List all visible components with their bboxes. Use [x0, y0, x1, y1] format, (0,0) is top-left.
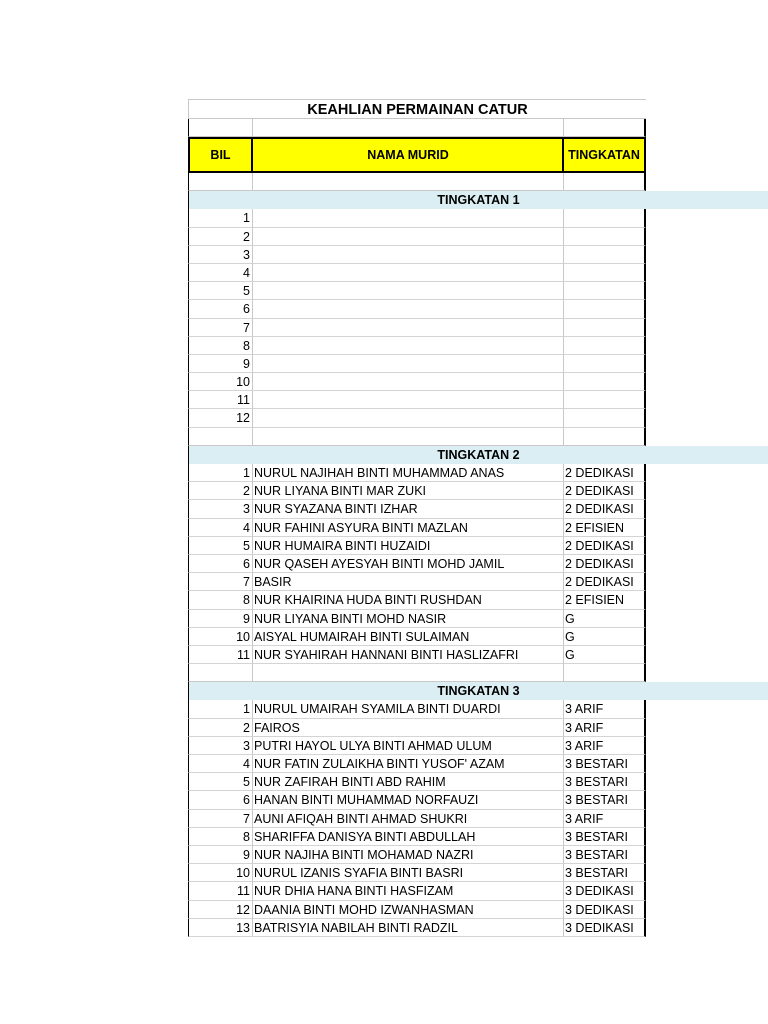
table-row	[188, 355, 768, 373]
student-class[interactable]: 2 DEDIKASI	[564, 500, 646, 518]
table-row	[188, 591, 768, 609]
table-row	[188, 646, 768, 664]
sheet-title: KEAHLIAN PERMAINAN CATUR	[188, 99, 646, 119]
empty-cell[interactable]	[188, 173, 253, 191]
student-class[interactable]: 3 BESTARI	[564, 755, 646, 773]
table-row	[188, 737, 768, 755]
student-name[interactable]	[253, 300, 564, 318]
empty-cell[interactable]	[564, 119, 646, 137]
student-name[interactable]: NURUL NAJIHAH BINTI MUHAMMAD ANAS	[253, 464, 564, 482]
row-number[interactable]: 7	[188, 810, 253, 828]
student-class[interactable]: 2 DEDIKASI	[564, 573, 646, 591]
row-number[interactable]: 7	[188, 319, 253, 337]
table-row	[188, 373, 768, 391]
student-class[interactable]: 3 DEDIKASI	[564, 901, 646, 919]
row-number[interactable]: 11	[188, 391, 253, 409]
student-class[interactable]: 2 EFISIEN	[564, 591, 646, 609]
student-class[interactable]	[564, 409, 646, 427]
student-class[interactable]	[564, 337, 646, 355]
empty-cell[interactable]	[564, 173, 646, 191]
table-row	[188, 810, 768, 828]
student-name[interactable]: NUR SYAZANA BINTI IZHAR	[253, 500, 564, 518]
empty-cell[interactable]	[188, 428, 253, 446]
student-name[interactable]: NUR NAJIHA BINTI MOHAMAD NAZRI	[253, 846, 564, 864]
table-row	[188, 773, 768, 791]
table-row	[188, 464, 768, 482]
student-name[interactable]: PUTRI HAYOL ULYA BINTI AHMAD ULUM	[253, 737, 564, 755]
table-row	[188, 555, 768, 573]
table-row	[188, 500, 768, 518]
student-name[interactable]: NUR SYAHIRAH HANNANI BINTI HASLIZAFRI	[253, 646, 564, 664]
student-class[interactable]: 2 EFISIEN	[564, 519, 646, 537]
student-name[interactable]	[253, 264, 564, 282]
row-number[interactable]: 9	[188, 610, 253, 628]
student-class[interactable]: G	[564, 610, 646, 628]
row-number[interactable]: 3	[188, 737, 253, 755]
table-row	[188, 828, 768, 846]
student-name[interactable]: NUR LIYANA BINTI MAR ZUKI	[253, 482, 564, 500]
table-row	[188, 246, 768, 264]
student-name[interactable]: NUR QASEH AYESYAH BINTI MOHD JAMIL	[253, 555, 564, 573]
student-name[interactable]: DAANIA BINTI MOHD IZWANHASMAN	[253, 901, 564, 919]
student-class[interactable]	[564, 264, 646, 282]
section-label: TINGKATAN 2	[188, 446, 768, 464]
row-number[interactable]: 3	[188, 500, 253, 518]
table-row	[188, 537, 768, 555]
empty-cell[interactable]	[253, 428, 564, 446]
student-class[interactable]	[564, 246, 646, 264]
table-row	[188, 264, 768, 282]
row-number[interactable]: 4	[188, 519, 253, 537]
student-class[interactable]: 3 BESTARI	[564, 864, 646, 882]
row-number[interactable]: 5	[188, 282, 253, 300]
table-row	[188, 628, 768, 646]
student-class[interactable]: 3 BESTARI	[564, 773, 646, 791]
row-number[interactable]: 2	[188, 228, 253, 246]
spacer-row	[188, 119, 768, 137]
student-name[interactable]: NUR HUMAIRA BINTI HUZAIDI	[253, 537, 564, 555]
student-name[interactable]: FAIROS	[253, 719, 564, 737]
spacer-row	[188, 664, 768, 682]
student-name[interactable]: NUR FATIN ZULAIKHA BINTI YUSOF' AZAM	[253, 755, 564, 773]
student-class[interactable]	[564, 373, 646, 391]
student-name[interactable]: NUR DHIA HANA BINTI HASFIZAM	[253, 882, 564, 900]
student-name[interactable]	[253, 373, 564, 391]
row-number[interactable]: 6	[188, 300, 253, 318]
row-number[interactable]: 1	[188, 464, 253, 482]
student-class[interactable]: 2 DEDIKASI	[564, 464, 646, 482]
student-class[interactable]: G	[564, 628, 646, 646]
student-class[interactable]	[564, 391, 646, 409]
table-row	[188, 409, 768, 427]
row-number[interactable]: 12	[188, 409, 253, 427]
student-name[interactable]: AUNI AFIQAH BINTI AHMAD SHUKRI	[253, 810, 564, 828]
table-row	[188, 610, 768, 628]
student-class[interactable]: 3 ARIF	[564, 737, 646, 755]
student-class[interactable]: 3 DEDIKASI	[564, 919, 646, 937]
row-number[interactable]: 9	[188, 846, 253, 864]
header-tingkatan: TINGKATAN	[564, 137, 646, 173]
table-row	[188, 846, 768, 864]
row-number[interactable]: 13	[188, 919, 253, 937]
student-class[interactable]	[564, 355, 646, 373]
student-name[interactable]	[253, 409, 564, 427]
student-name[interactable]	[253, 355, 564, 373]
table-row	[188, 882, 768, 900]
table-row	[188, 919, 768, 937]
student-class[interactable]: 2 DEDIKASI	[564, 482, 646, 500]
student-name[interactable]: HANAN BINTI MUHAMMAD NORFAUZI	[253, 791, 564, 809]
section-label: TINGKATAN 1	[188, 191, 768, 209]
row-number[interactable]: 10	[188, 373, 253, 391]
student-class[interactable]	[564, 300, 646, 318]
row-number[interactable]: 5	[188, 773, 253, 791]
header-row	[188, 137, 768, 173]
student-name[interactable]: BATRISYIA NABILAH BINTI RADZIL	[253, 919, 564, 937]
empty-cell[interactable]	[564, 428, 646, 446]
student-class[interactable]	[564, 319, 646, 337]
table-row	[188, 719, 768, 737]
table-row	[188, 337, 768, 355]
table-row	[188, 209, 768, 227]
row-number[interactable]: 8	[188, 591, 253, 609]
student-class[interactable]: 3 BESTARI	[564, 791, 646, 809]
spacer-row	[188, 428, 768, 446]
row-number[interactable]: 1	[188, 700, 253, 718]
table-row	[188, 791, 768, 809]
student-name[interactable]: NUR ZAFIRAH BINTI ABD RAHIM	[253, 773, 564, 791]
header-bil: BIL	[188, 137, 253, 173]
student-name[interactable]: SHARIFFA DANISYA BINTI ABDULLAH	[253, 828, 564, 846]
student-name[interactable]: NUR KHAIRINA HUDA BINTI RUSHDAN	[253, 591, 564, 609]
empty-cell[interactable]	[188, 119, 253, 137]
table-row	[188, 700, 768, 718]
row-number[interactable]: 6	[188, 555, 253, 573]
table-body	[188, 173, 768, 937]
section-header-row	[188, 191, 768, 209]
table-row	[188, 482, 768, 500]
row-number[interactable]: 4	[188, 264, 253, 282]
table-row	[188, 319, 768, 337]
student-class[interactable]	[564, 282, 646, 300]
row-number[interactable]: 9	[188, 355, 253, 373]
student-class[interactable]: 3 ARIF	[564, 810, 646, 828]
spreadsheet	[188, 99, 768, 937]
title-row	[188, 99, 768, 119]
student-name[interactable]: NURUL UMAIRAH SYAMILA BINTI DUARDI	[253, 700, 564, 718]
empty-cell[interactable]	[564, 664, 646, 682]
spacer-row	[188, 173, 768, 191]
student-name[interactable]: NUR LIYANA BINTI MOHD NASIR	[253, 610, 564, 628]
row-number[interactable]: 11	[188, 646, 253, 664]
student-name[interactable]	[253, 337, 564, 355]
table-row	[188, 391, 768, 409]
row-number[interactable]: 8	[188, 828, 253, 846]
empty-cell[interactable]	[253, 664, 564, 682]
table-row	[188, 228, 768, 246]
student-class[interactable]: 3 BESTARI	[564, 846, 646, 864]
table-row	[188, 300, 768, 318]
row-number[interactable]: 8	[188, 337, 253, 355]
section-header-row	[188, 446, 768, 464]
student-name[interactable]	[253, 246, 564, 264]
table-row	[188, 755, 768, 773]
section-header-row	[188, 682, 768, 700]
row-number[interactable]: 10	[188, 864, 253, 882]
row-number[interactable]: 6	[188, 791, 253, 809]
table-row	[188, 282, 768, 300]
student-name[interactable]	[253, 391, 564, 409]
student-name[interactable]	[253, 228, 564, 246]
student-name[interactable]	[253, 209, 564, 227]
student-name[interactable]: NURUL IZANIS SYAFIA BINTI BASRI	[253, 864, 564, 882]
table-row	[188, 864, 768, 882]
student-name[interactable]: AISYAL HUMAIRAH BINTI SULAIMAN	[253, 628, 564, 646]
student-name[interactable]: BASIR	[253, 573, 564, 591]
student-class[interactable]: 3 ARIF	[564, 719, 646, 737]
student-name[interactable]: NUR FAHINI ASYURA BINTI MAZLAN	[253, 519, 564, 537]
row-number[interactable]: 4	[188, 755, 253, 773]
row-number[interactable]: 2	[188, 482, 253, 500]
row-number[interactable]: 1	[188, 209, 253, 227]
student-class[interactable]: 3 ARIF	[564, 700, 646, 718]
student-class[interactable]	[564, 228, 646, 246]
header-nama: NAMA MURID	[253, 137, 564, 173]
empty-cell[interactable]	[253, 119, 564, 137]
table-row	[188, 519, 768, 537]
row-number[interactable]: 10	[188, 628, 253, 646]
student-class[interactable]: 3 DEDIKASI	[564, 882, 646, 900]
student-class[interactable]: 3 BESTARI	[564, 828, 646, 846]
empty-cell[interactable]	[188, 664, 253, 682]
row-number[interactable]: 12	[188, 901, 253, 919]
table-row	[188, 901, 768, 919]
row-number[interactable]: 7	[188, 573, 253, 591]
empty-cell[interactable]	[253, 173, 564, 191]
student-class[interactable]: 2 DEDIKASI	[564, 537, 646, 555]
student-class[interactable]	[564, 209, 646, 227]
row-number[interactable]: 11	[188, 882, 253, 900]
section-label: TINGKATAN 3	[188, 682, 768, 700]
student-class[interactable]: 2 DEDIKASI	[564, 555, 646, 573]
table-row	[188, 573, 768, 591]
row-number[interactable]: 2	[188, 719, 253, 737]
student-class[interactable]: G	[564, 646, 646, 664]
row-number[interactable]: 5	[188, 537, 253, 555]
student-name[interactable]	[253, 282, 564, 300]
student-name[interactable]	[253, 319, 564, 337]
row-number[interactable]: 3	[188, 246, 253, 264]
